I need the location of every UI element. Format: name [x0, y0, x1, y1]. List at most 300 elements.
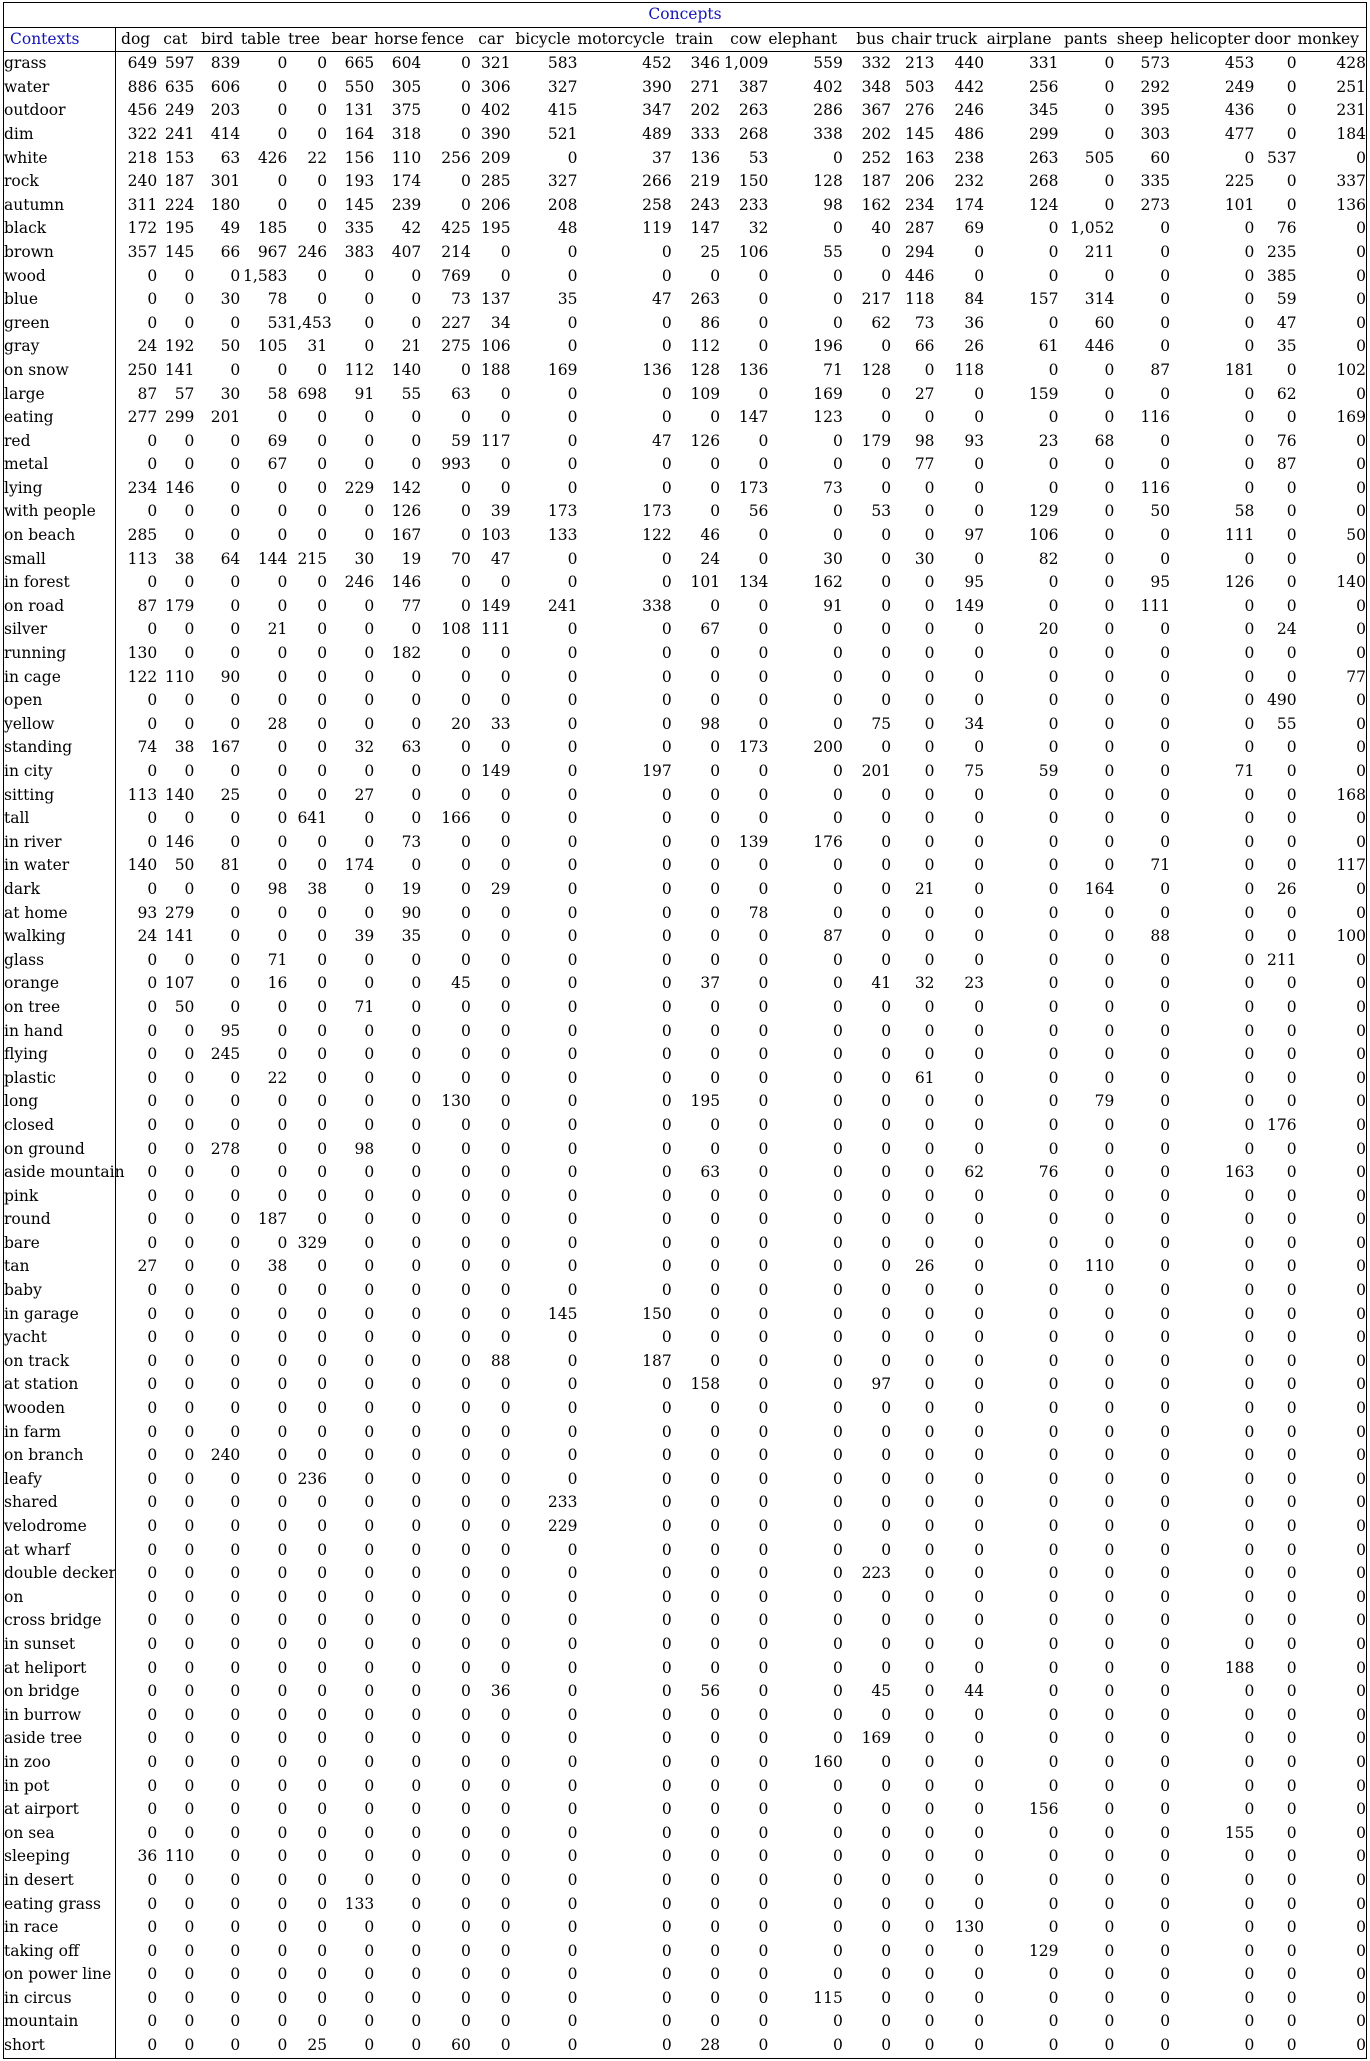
table-cell: 169 [813, 384, 843, 403]
table-cell: 0 [364, 313, 375, 332]
table-cell: 0 [974, 997, 985, 1016]
table-cell: 0 [277, 1870, 288, 1889]
table-cell: 0 [147, 1800, 158, 1819]
table-cell: 0 [1104, 502, 1115, 521]
table-row [4, 1657, 1367, 1681]
table-cell: 0 [277, 1965, 288, 1984]
table-cell: 0 [317, 950, 328, 969]
table-cell: 0 [974, 1328, 985, 1347]
context-label: white [4, 147, 116, 171]
table-cell: 0 [881, 1611, 892, 1630]
table-cell: 0 [567, 1776, 578, 1795]
table-cell: 0 [277, 1092, 288, 1111]
table-cell: 0 [230, 1776, 241, 1795]
table-body [4, 52, 1367, 2058]
table-cell: 168 [1336, 785, 1366, 804]
table-cell: 0 [832, 1092, 843, 1111]
table-cell: 0 [661, 714, 672, 733]
table-cell: 486 [954, 124, 985, 143]
table-cell: 0 [832, 1517, 843, 1535]
table-cell: 0 [230, 1965, 241, 1984]
table-cell: 0 [661, 1611, 672, 1630]
column-header-bird: bird [194, 27, 240, 52]
table-cell: 0 [1104, 1941, 1115, 1960]
table-cell: 0 [147, 1611, 158, 1630]
table-cell: 38 [307, 879, 328, 898]
table-cell: 73 [914, 313, 935, 332]
table-cell: 0 [317, 832, 328, 851]
table-cell: 0 [832, 502, 843, 521]
table-cell: 90 [401, 903, 422, 922]
table-cell: 0 [1104, 172, 1115, 191]
table-cell: 0 [567, 313, 578, 332]
table-cell: 0 [1160, 691, 1171, 710]
table-cell: 0 [1286, 974, 1297, 993]
table-cell: 0 [758, 1823, 769, 1842]
contexts-header: Contexts [4, 27, 116, 52]
table-cell: 0 [710, 1705, 721, 1724]
table-cell: 256 [441, 148, 471, 167]
table-cell: 53 [871, 502, 892, 521]
context-label: shared [4, 1491, 116, 1515]
table-cell: 0 [1244, 738, 1255, 757]
table-cell: 0 [710, 1399, 721, 1418]
context-label: at wharf [4, 1539, 116, 1563]
table-cell: 87 [1276, 455, 1297, 474]
table-cell: 0 [1286, 195, 1297, 214]
context-label: in city [4, 760, 116, 784]
table-row [4, 1185, 1367, 1209]
table-cell: 0 [277, 124, 288, 143]
table-cell: 87 [1150, 360, 1171, 379]
table-cell: 0 [758, 549, 769, 568]
table-cell: 0 [317, 1587, 328, 1606]
table-cell: 158 [690, 1375, 721, 1394]
table-cell: 56 [748, 502, 769, 521]
table-cell: 29 [490, 879, 511, 898]
table-cell: 0 [758, 974, 769, 993]
table-cell: 0 [567, 478, 578, 497]
table-cell: 0 [758, 455, 769, 474]
table-cell: 0 [924, 1045, 935, 1064]
table-cell: 0 [1104, 620, 1115, 639]
table-cell: 50 [220, 337, 241, 356]
table-cell: 453 [1224, 54, 1255, 73]
table-cell: 0 [924, 832, 935, 851]
table-cell: 0 [317, 927, 328, 946]
table-cell: 0 [147, 2036, 158, 2055]
table-cell: 0 [758, 809, 769, 828]
table-cell: 0 [500, 1517, 511, 1535]
table-cell: 0 [277, 1564, 288, 1583]
table-cell: 118 [954, 360, 985, 379]
table-cell: 0 [1356, 1752, 1366, 1771]
table-cell: 0 [881, 266, 892, 285]
table-cell: 0 [277, 1446, 288, 1465]
table-row [4, 500, 1367, 524]
table-cell: 126 [1224, 573, 1255, 592]
table-cell: 25 [700, 242, 721, 261]
table-cell: 0 [1160, 1611, 1171, 1630]
table-cell: 0 [881, 1705, 892, 1724]
table-cell: 37 [700, 974, 721, 993]
table-cell: 0 [881, 408, 892, 427]
table-cell: 0 [1286, 832, 1297, 851]
table-cell: 0 [317, 1658, 328, 1677]
table-cell: 338 [813, 124, 843, 143]
table-cell: 0 [411, 1941, 422, 1960]
table-cell: 0 [710, 1021, 721, 1040]
table-cell: 174 [344, 856, 375, 875]
table-cell: 157 [1028, 290, 1059, 309]
table-cell: 90 [220, 667, 241, 686]
table-cell: 246 [297, 242, 328, 261]
table-cell: 0 [184, 1729, 195, 1748]
table-cell: 0 [661, 620, 672, 639]
table-cell: 240 [127, 172, 158, 191]
table-cell: 0 [832, 1186, 843, 1205]
table-cell: 187 [257, 1210, 288, 1229]
table-cell: 0 [184, 620, 195, 639]
table-cell: 76 [1276, 219, 1297, 238]
table-cell: 0 [317, 1941, 328, 1960]
context-label: sitting [4, 784, 116, 808]
table-cell: 0 [184, 1304, 195, 1323]
table-cell: 0 [500, 1564, 511, 1583]
table-cell: 0 [567, 879, 578, 898]
table-cell: 0 [974, 1776, 985, 1795]
table-cell: 0 [661, 1210, 672, 1229]
table-cell: 0 [1244, 714, 1255, 733]
table-cell: 332 [861, 54, 892, 73]
table-cell: 0 [881, 2012, 892, 2031]
table-cell: 0 [230, 1658, 241, 1677]
table-cell: 0 [230, 1988, 241, 2007]
table-cell: 0 [1356, 762, 1366, 780]
table-cell: 0 [924, 1776, 935, 1795]
table-cell: 0 [1356, 1611, 1366, 1630]
table-cell: 0 [974, 549, 985, 568]
table-row [4, 595, 1367, 619]
table-cell: 0 [881, 1115, 892, 1134]
table-cell: 0 [277, 1918, 288, 1937]
table-cell: 0 [461, 997, 471, 1016]
table-cell: 258 [642, 195, 672, 214]
table-cell: 192 [164, 337, 195, 356]
table-cell: 36 [490, 1682, 511, 1701]
table-cell: 0 [277, 1988, 288, 2007]
table-cell: 66 [914, 337, 935, 356]
table-cell: 63 [700, 1163, 721, 1182]
table-row [4, 949, 1367, 973]
table-cell: 0 [974, 2012, 985, 2031]
table-cell: 0 [317, 1729, 328, 1748]
table-cell: 0 [758, 1493, 769, 1512]
table-cell: 0 [277, 1800, 288, 1819]
table-cell: 0 [758, 997, 769, 1016]
table-cell: 0 [1286, 1540, 1297, 1559]
table-cell: 641 [297, 809, 328, 828]
table-cell: 0 [881, 809, 892, 828]
table-cell: 0 [364, 1257, 375, 1276]
table-cell: 0 [500, 1752, 511, 1771]
table-cell: 0 [277, 1186, 288, 1205]
table-cell: 0 [1286, 1729, 1297, 1748]
table-cell: 0 [411, 1351, 422, 1370]
context-label: in burrow [4, 1704, 116, 1728]
table-cell: 0 [1160, 1021, 1171, 1040]
table-cell: 0 [500, 1493, 511, 1512]
table-cell: 0 [1356, 313, 1366, 332]
table-cell: 0 [230, 1752, 241, 1771]
table-cell: 0 [317, 1800, 328, 1819]
table-cell: 0 [1104, 384, 1115, 403]
table-cell: 0 [317, 1399, 328, 1418]
table-cell: 0 [411, 1375, 422, 1394]
table-cell: 0 [411, 266, 422, 285]
table-cell: 0 [230, 1847, 241, 1866]
table-cell: 0 [230, 620, 241, 639]
table-cell: 0 [317, 360, 328, 379]
table-cell: 0 [1104, 738, 1115, 757]
table-cell: 0 [364, 879, 375, 898]
table-cell: 0 [147, 1210, 158, 1229]
context-label: eating grass [4, 1893, 116, 1917]
table-cell: 0 [317, 408, 328, 427]
table-cell: 0 [461, 1115, 471, 1134]
table-cell: 0 [974, 1823, 985, 1842]
table-cell: 0 [1286, 1375, 1297, 1394]
table-row [4, 902, 1367, 926]
table-cell: 0 [1160, 785, 1171, 804]
table-cell: 0 [1048, 1304, 1059, 1323]
table-cell: 0 [1160, 1729, 1171, 1748]
table-cell: 0 [230, 1918, 241, 1937]
table-cell: 130 [127, 644, 158, 663]
table-row [4, 972, 1367, 996]
table-cell: 47 [1276, 313, 1297, 332]
table-cell: 0 [230, 1941, 241, 1960]
table-cell: 0 [1048, 1847, 1059, 1866]
table-cell: 0 [147, 1682, 158, 1701]
table-cell: 0 [924, 526, 935, 545]
table-cell: 79 [1094, 1092, 1115, 1111]
table-cell: 182 [391, 644, 422, 663]
table-cell: 197 [642, 762, 672, 780]
table-cell: 263 [690, 290, 721, 309]
table-cell: 0 [461, 195, 471, 214]
table-cell: 0 [924, 785, 935, 804]
table-cell: 0 [1286, 54, 1297, 73]
table-cell: 0 [1356, 2036, 1366, 2055]
table-cell: 0 [1356, 455, 1366, 474]
table-cell: 0 [147, 1281, 158, 1300]
table-cell: 214 [441, 242, 471, 261]
table-cell: 0 [1356, 290, 1366, 309]
table-cell: 147 [690, 219, 721, 238]
context-label: outdoor [4, 99, 116, 123]
table-cell: 223 [861, 1564, 892, 1583]
table-cell: 37 [652, 148, 672, 167]
table-cell: 0 [1104, 691, 1115, 710]
table-cell: 146 [164, 832, 195, 851]
table-row [4, 1043, 1367, 1067]
context-label: on beach [4, 524, 116, 548]
table-cell: 0 [1048, 1965, 1059, 1984]
table-cell: 0 [1244, 431, 1255, 450]
table-cell: 117 [480, 431, 511, 450]
table-cell: 0 [710, 1870, 721, 1889]
table-cell: 503 [904, 77, 935, 96]
table-cell: 0 [317, 1776, 328, 1795]
table-cell: 0 [1356, 1021, 1366, 1040]
table-cell: 0 [758, 856, 769, 875]
table-cell: 490 [1266, 691, 1297, 710]
table-cell: 30 [354, 549, 375, 568]
table-cell: 0 [411, 1564, 422, 1583]
table-cell: 0 [1286, 809, 1297, 828]
table-cell: 0 [832, 1587, 843, 1606]
table-cell: 0 [1286, 1304, 1297, 1323]
table-cell: 63 [451, 384, 471, 403]
table-cell: 0 [881, 1304, 892, 1323]
table-cell: 0 [1244, 148, 1255, 167]
table-cell: 0 [411, 667, 422, 686]
table-cell: 0 [567, 620, 578, 639]
table-cell: 0 [1160, 337, 1171, 356]
table-cell: 0 [1048, 1658, 1059, 1677]
table-cell: 0 [411, 1210, 422, 1229]
table-cell: 47 [490, 549, 511, 568]
table-cell: 156 [1028, 1800, 1059, 1819]
table-cell: 0 [924, 1186, 935, 1205]
table-cell: 140 [1336, 573, 1366, 592]
table-cell: 0 [758, 1210, 769, 1229]
table-cell: 0 [974, 903, 985, 922]
table-cell: 0 [881, 242, 892, 261]
table-cell: 211 [1266, 950, 1297, 969]
table-cell: 144 [257, 549, 288, 568]
table-cell: 0 [1356, 1682, 1366, 1701]
table-cell: 47 [652, 431, 672, 450]
table-cell: 0 [832, 667, 843, 686]
table-cell: 110 [1084, 1257, 1115, 1276]
table-cell: 0 [710, 785, 721, 804]
table-cell: 91 [354, 384, 375, 403]
table-cell: 67 [700, 620, 721, 639]
table-cell: 0 [1244, 785, 1255, 804]
table-cell: 0 [1244, 1918, 1255, 1937]
table-cell: 0 [832, 950, 843, 969]
table-cell: 0 [832, 1021, 843, 1040]
table-cell: 266 [642, 172, 672, 191]
table-cell: 0 [710, 1233, 721, 1252]
table-cell: 0 [832, 1894, 843, 1913]
context-label: green [4, 312, 116, 336]
table-cell: 0 [881, 1941, 892, 1960]
table-cell: 0 [1286, 738, 1297, 757]
table-cell: 0 [974, 1068, 985, 1087]
table-cell: 0 [461, 1210, 471, 1229]
table-cell: 292 [1140, 77, 1171, 96]
table-cell: 0 [1104, 478, 1115, 497]
table-cell: 0 [567, 903, 578, 922]
column-header-chair: chair [891, 27, 934, 52]
table-cell: 0 [1356, 1045, 1366, 1064]
table-cell: 0 [1160, 219, 1171, 238]
table-cell: 0 [411, 1587, 422, 1606]
table-cell: 0 [758, 1847, 769, 1866]
table-cell: 0 [1286, 1823, 1297, 1842]
table-cell: 348 [861, 77, 892, 96]
table-cell: 0 [567, 832, 578, 851]
table-cell: 0 [500, 1092, 511, 1111]
table-cell: 0 [1356, 1918, 1366, 1937]
table-cell: 97 [871, 1375, 892, 1394]
table-cell: 0 [758, 313, 769, 332]
table-cell: 0 [1286, 1587, 1297, 1606]
table-cell: 0 [710, 1611, 721, 1630]
table-cell: 0 [1104, 360, 1115, 379]
table-cell: 0 [974, 1752, 985, 1771]
table-cell: 338 [642, 596, 672, 615]
table-cell: 45 [871, 1682, 892, 1701]
table-cell: 60 [1150, 148, 1171, 167]
table-cell: 333 [690, 124, 721, 143]
table-cell: 21 [267, 620, 288, 639]
table-cell: 0 [567, 644, 578, 663]
table-cell: 0 [567, 1021, 578, 1040]
table-cell: 0 [411, 1469, 422, 1488]
table-cell: 24 [1276, 620, 1297, 639]
table-cell: 0 [364, 1918, 375, 1937]
table-cell: 0 [230, 431, 241, 450]
table-cell: 0 [461, 1257, 471, 1276]
table-cell: 0 [832, 762, 843, 780]
table-cell: 0 [710, 644, 721, 663]
table-cell: 769 [441, 266, 471, 285]
table-cell: 0 [1160, 1375, 1171, 1394]
table-cell: 0 [881, 478, 892, 497]
table-cell: 0 [924, 1163, 935, 1182]
table-cell: 456 [127, 101, 158, 120]
table-cell: 0 [881, 1752, 892, 1771]
table-cell: 174 [391, 172, 422, 191]
context-label: red [4, 430, 116, 454]
table-cell: 0 [832, 1328, 843, 1347]
table-cell: 0 [1356, 1469, 1366, 1488]
table-cell: 0 [832, 714, 843, 733]
table-cell: 0 [758, 691, 769, 710]
table-cell: 139 [738, 832, 769, 851]
table-cell: 0 [974, 927, 985, 946]
table-cell: 19 [401, 879, 422, 898]
table-cell: 0 [1286, 1139, 1297, 1158]
table-cell: 0 [1244, 2036, 1255, 2055]
table-cell: 0 [567, 809, 578, 828]
table-cell: 0 [1104, 1422, 1115, 1441]
table-cell: 0 [411, 455, 422, 474]
table-cell: 106 [480, 337, 511, 356]
table-row [4, 335, 1367, 359]
table-cell: 0 [567, 1682, 578, 1701]
table-cell: 0 [364, 1210, 375, 1229]
table-cell: 24 [700, 549, 721, 568]
table-cell: 122 [127, 667, 158, 686]
table-cell: 0 [881, 1894, 892, 1913]
table-cell: 106 [1028, 526, 1059, 545]
context-label: dark [4, 878, 116, 902]
